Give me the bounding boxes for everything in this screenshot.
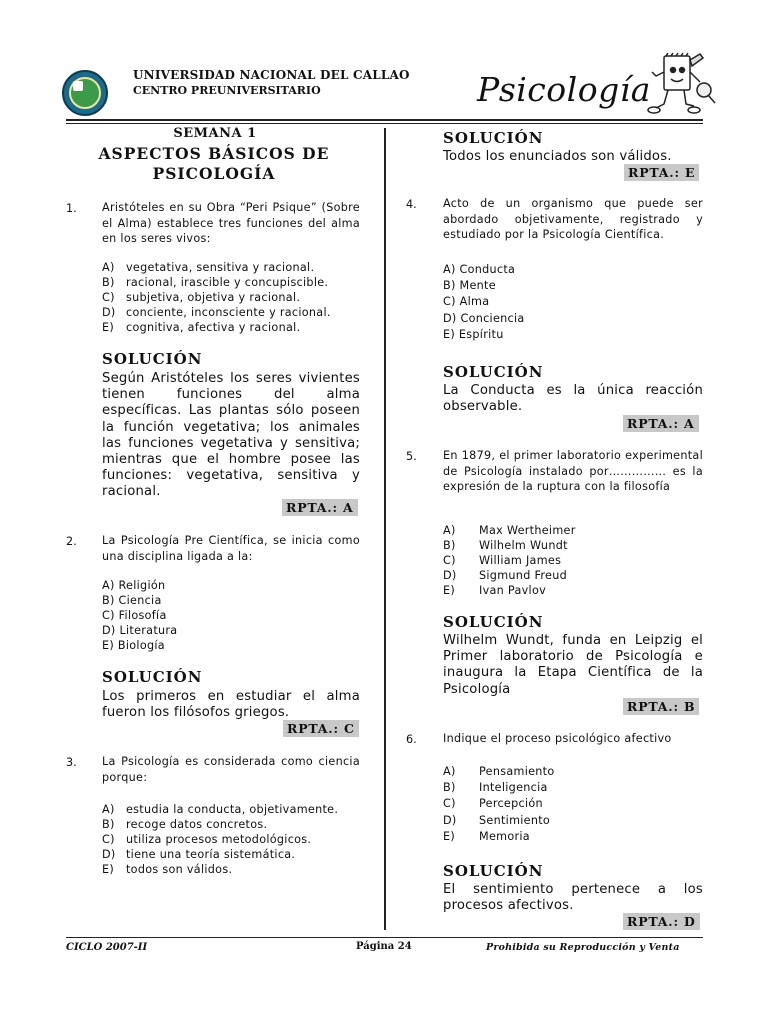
answer-badge: RPTA.: C (283, 720, 359, 737)
question-text: Aristóteles en su Obra “Peri Psique” (Sobre el Alma) establece tres funciones del alma en los seres vivos: (102, 201, 360, 245)
options-list (102, 802, 338, 877)
options-list (443, 764, 555, 845)
solution-text: La Conducta es la única reacción observable. (443, 383, 703, 415)
options-list (443, 262, 525, 343)
question-text: En 1879, el primer laboratorio experimental de Psicología instalado por…………… es la expresión de la ruptura con la filosofía (443, 449, 703, 493)
page-number: Página 24 (356, 941, 412, 952)
option: A) estudia la conducta, objetivamente. (102, 803, 339, 816)
notepad-mascot-icon (644, 52, 716, 122)
option: C) Filosofía (102, 609, 167, 622)
solution-text: El sentimiento pertenece a los procesos afectivos. (443, 882, 703, 914)
answer-badge: RPTA.: E (624, 164, 699, 181)
header-rule (66, 119, 703, 121)
title-line-2: PSICOLOGÍA (152, 164, 276, 183)
option: C) Alma (443, 295, 490, 309)
answer-badge: RPTA.: A (282, 499, 358, 516)
option: A) Religión (102, 579, 166, 592)
question-number: 3. (66, 756, 77, 769)
option: B) recoge datos concretos. (102, 818, 268, 831)
option: B) Inteligencia (443, 781, 548, 795)
subject-title: Psicología (477, 70, 651, 109)
option: E) Memoria (443, 829, 530, 843)
question-number: 2. (66, 535, 77, 548)
cycle-label: CICLO 2007-II (66, 942, 148, 953)
university-logo (62, 70, 108, 116)
header-rule-thin (66, 123, 703, 124)
option: D) Conciencia (443, 311, 525, 325)
solution-text: Según Aristóteles los seres vivientes tienen funciones del alma específicas. Las plantas sólo poseen la función vegetativa; los animales las funciones vegetativa y sensitiva; mientras que el hombre posee las funciones: vegetativa, sensitiva y racional. (102, 371, 360, 500)
footer-rule (66, 937, 703, 938)
options-list (102, 578, 177, 653)
option: D) Sigmund Freud (443, 569, 567, 582)
option: C) Percepción (443, 797, 543, 811)
solution-text: Todos los enunciados son válidos. (443, 149, 672, 164)
option: D) conciente, inconsciente y racional. (102, 306, 331, 319)
question-text: La Psicología Pre Científica, se inicia como una disciplina ligada a la: (102, 534, 360, 563)
option: A) vegetativa, sensitiva y racional. (102, 261, 315, 274)
option: A) Pensamiento (443, 765, 555, 778)
week-label: SEMANA 1 (173, 126, 257, 141)
option: B) racional, irascible y concupiscible. (102, 276, 329, 289)
question-text: La Psicología es considerada como ciencia porque: (102, 755, 360, 784)
option: E) Ivan Pavlov (443, 584, 547, 597)
question-number: 6. (406, 733, 417, 746)
solution-heading: SOLUCIÓN (443, 862, 544, 880)
option: B) Mente (443, 279, 496, 293)
solution-text: Wilhelm Wundt, funda en Leipzig el Primer laboratorio de Psicología e inaugura la Etapa Científica de la Psicología (443, 633, 703, 697)
question-number: 4. (406, 198, 417, 211)
question-text: Indique el proceso psicológico afectivo (443, 732, 672, 745)
option: B) Wilhelm Wundt (443, 539, 568, 552)
option: B) Ciencia (102, 594, 162, 607)
question-number: 1. (66, 202, 77, 215)
options-list (102, 260, 331, 335)
question-number: 5. (406, 450, 417, 463)
answer-badge: RPTA.: D (623, 913, 700, 930)
solution-heading: SOLUCIÓN (443, 613, 544, 631)
option: C) subjetiva, objetiva y racional. (102, 291, 301, 304)
option: C) William James (443, 554, 562, 567)
option: E) cognitiva, afectiva y racional. (102, 321, 301, 334)
university-name: UNIVERSIDAD NACIONAL DEL CALLAO (133, 68, 410, 82)
option: D) Sentimiento (443, 813, 551, 827)
title-line-1: ASPECTOS BÁSICOS DE (98, 144, 330, 163)
option: D) Literatura (102, 624, 178, 637)
option: E) Biología (102, 639, 165, 652)
center-name: CENTRO PREUNIVERSITARIO (133, 84, 321, 97)
option: E) todos son válidos. (102, 863, 233, 876)
option: C) utiliza procesos metodológicos. (102, 833, 312, 846)
copyright-notice: Prohibida su Reproducción y Venta (486, 942, 680, 953)
option: A) Conducta (443, 263, 516, 276)
solution-heading: SOLUCIÓN (443, 129, 544, 147)
solution-heading: SOLUCIÓN (102, 350, 203, 368)
solution-heading: SOLUCIÓN (102, 668, 203, 686)
question-text: Acto de un organismo que puede ser abordado objetivamente, registrado y estudiado por la Psicología Científica. (443, 197, 703, 241)
column-divider (384, 128, 386, 930)
option: E) Espíritu (443, 327, 504, 341)
answer-badge: RPTA.: B (623, 698, 699, 715)
answer-badge: RPTA.: A (623, 415, 699, 432)
option: A) Max Wertheimer (443, 524, 576, 537)
solution-heading: SOLUCIÓN (443, 363, 544, 381)
solution-text: Los primeros en estudiar el alma fueron los filósofos griegos. (102, 689, 360, 721)
option: D) tiene una teoría sistemática. (102, 848, 296, 861)
options-list (443, 523, 576, 598)
